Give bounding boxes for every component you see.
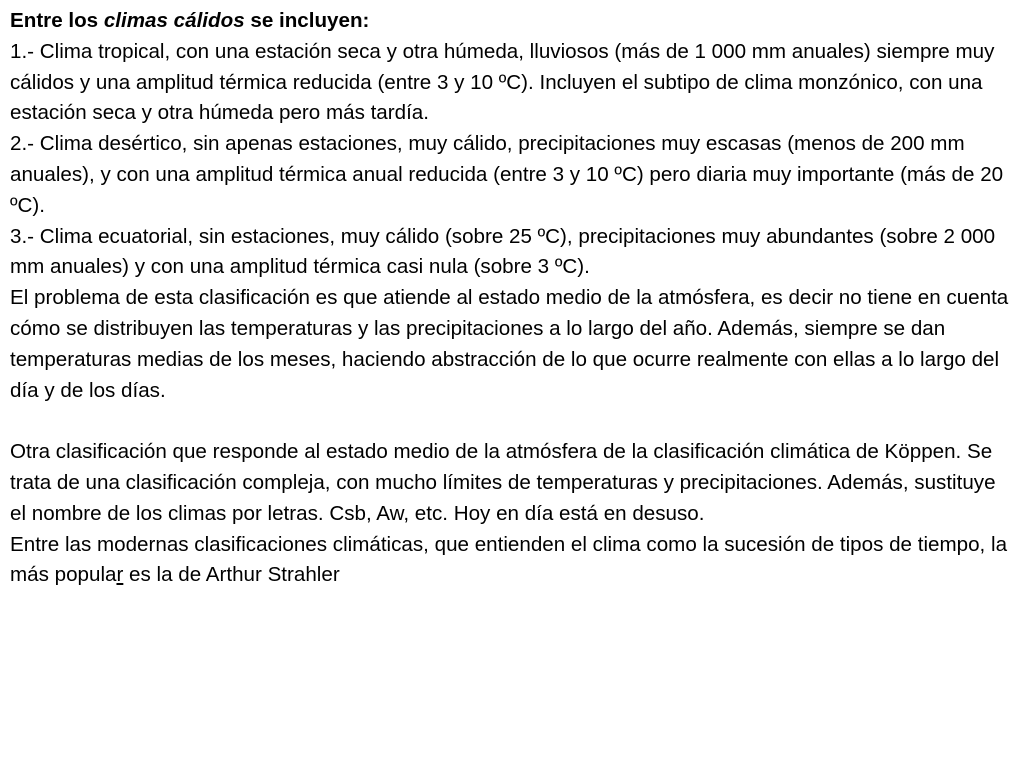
strahler-text-end: es la de Arthur Strahler — [123, 563, 340, 587]
strahler-text-start: Entre las modernas clasificaciones climáticas, que entienden el clima como la sucesión de tipos de tiempo, la más popula — [10, 532, 1008, 587]
paragraph-desert-climate: 2.- Clima desértico, sin apenas estaciones, muy cálido, precipitaciones muy escasas (menos de 200 mm anuales), y con una amplitud térmica anual reducida (entre 3 y 10 ºC) pero diaria muy importante (más de 20 ºC). — [10, 132, 1004, 217]
section-heading — [10, 6, 1016, 37]
paragraph-tropical-climate: 1.- Clima tropical, con una estación seca y otra húmeda, lluviosos (más de 1 000 mm anuales) siempre muy cálidos y una amplitud térmica reducida (entre 3 y 10 ºC). Incluyen el subtipo de clima monzónico, con una estación seca y otra húmeda pero más tardía. — [10, 39, 995, 125]
heading-suffix: se incluyen: — [244, 9, 370, 32]
heading-prefix: Entre los — [10, 9, 104, 32]
heading-emphasis: climas cálidos — [103, 9, 245, 32]
strahler-underlined-letter: r — [116, 563, 124, 587]
paragraph-classification-problem: El problema de esta clasificación es que atiende al estado medio de la atmósfera, es decir no tiene en cuenta cómo se distribuyen las temperaturas y las precipitaciones a lo largo del año. Además, siempre se dan temperaturas medias de los meses, haciendo abstracción de lo que ocurre realmente con ellas a lo largo del día y de los días. — [10, 286, 1009, 402]
paragraph-strahler — [10, 530, 1016, 592]
paragraph-koppen: Otra clasificación que responde al estado medio de la atmósfera de la clasificación climática de Köppen. Se trata de una clasificación compleja, con mucho límites de temperaturas y precipitaciones. Además, sustituye el nombre de los climas por letras. Csb, Aw, etc. Hoy en día está en desuso. — [10, 440, 996, 525]
blank-line — [10, 406, 1016, 437]
paragraph-equatorial-climate: 3.- Clima ecuatorial, sin estaciones, muy cálido (sobre 25 ºC), precipitaciones muy abundantes (sobre 2 000 mm anuales) y con una amplitud térmica casi nula (sobre 3 ºC). — [10, 224, 996, 279]
slide-body — [10, 6, 1016, 591]
